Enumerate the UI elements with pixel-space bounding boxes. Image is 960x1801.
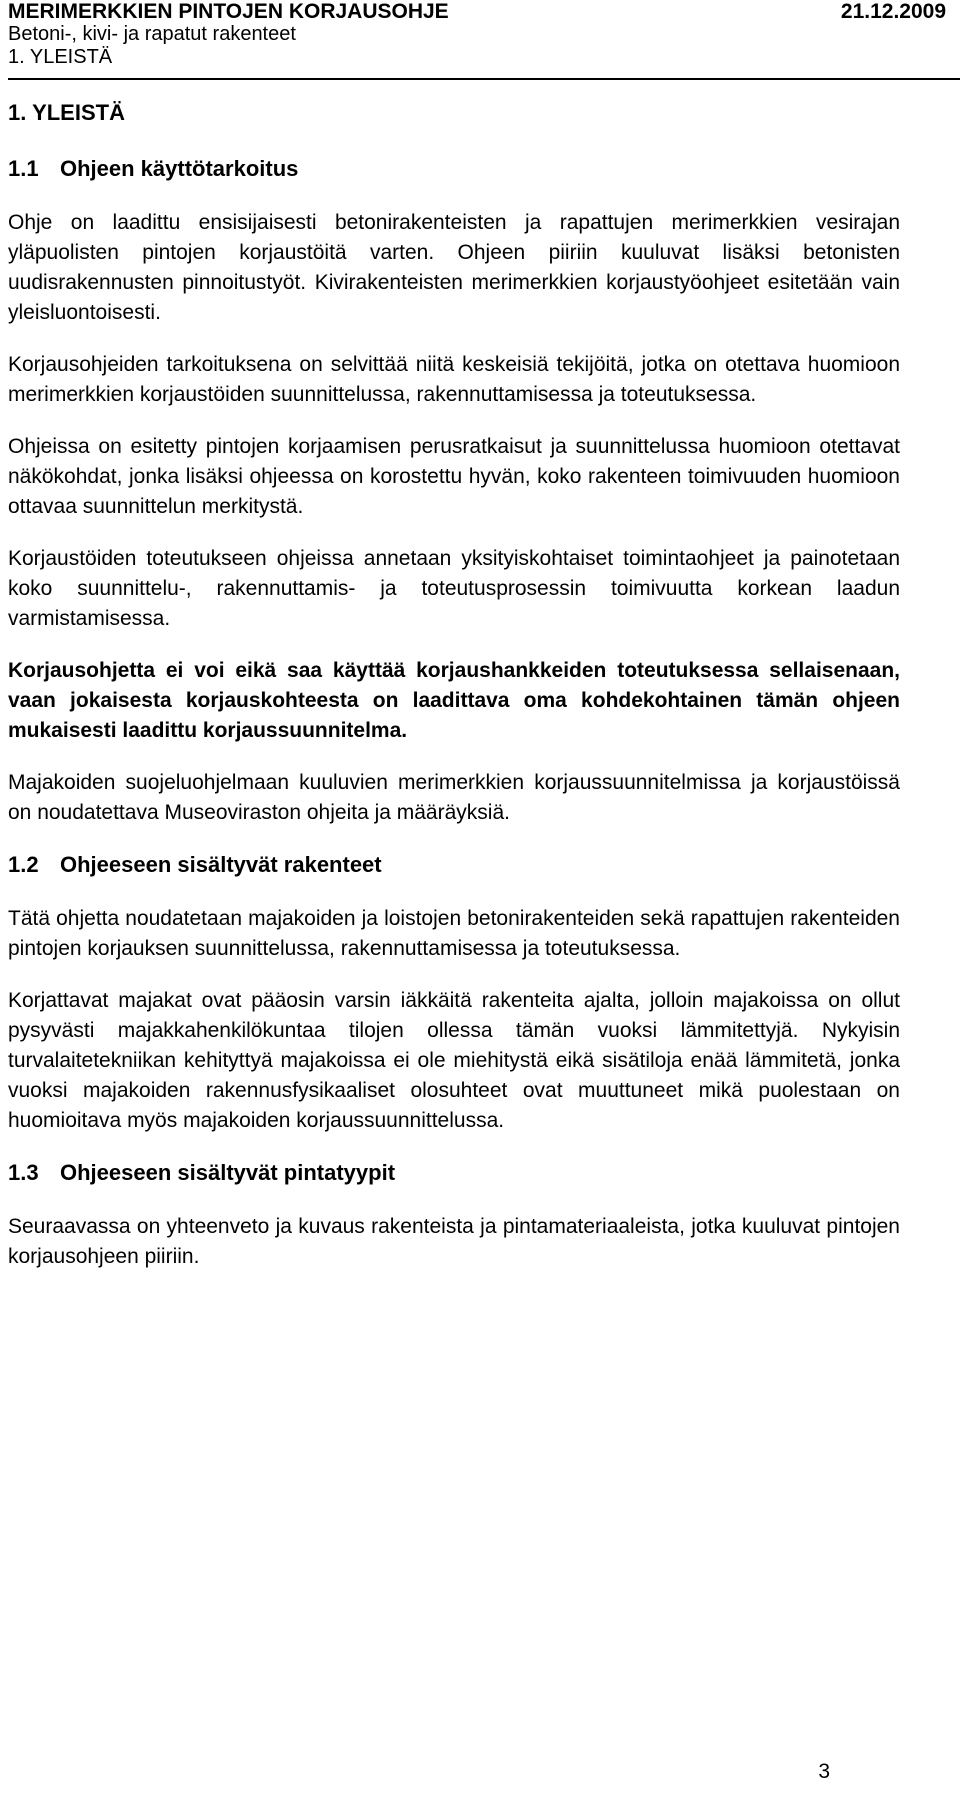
paragraph: Korjattavat majakat ovat pääosin varsin iäkkäitä rakenteita ajalta, jolloin majakoissa on ollut pysyvästi majakkahenkilökuntaa tilojen ollessa tämän vuoksi lämmitettyjä. Nykyisin turvalaitetekniikan kehityttyä majakoissa ei ole miehitystä eikä sisätiloja enää lämmitetä, jonka vuoksi majakoiden rakennusfysikaaliset olosuhteet ovat muuttuneet mikä puolestaan on huomioitava myös majakoiden korjaussuunnittelussa.	[8, 989, 900, 1132]
page-header	[8, 0, 946, 69]
paragraph: Korjaustöiden toteutukseen ohjeissa annetaan yksityiskohtaiset toimintaohjeet ja painotetaan koko suunnittelu-, rakennuttamis- ja toteutusprosessin toimivuutta korkean laadun varmistamisessa.	[8, 547, 900, 630]
paragraph: Korjausohjeiden tarkoituksena on selvittää niitä keskeisiä tekijöitä, jotka on otettava huomioon merimerkkien korjaustöiden suunnittelussa, rakennuttamisessa ja toteutuksessa.	[8, 353, 900, 406]
page-number: 3	[818, 1760, 830, 1783]
page-content	[8, 98, 900, 1294]
section-number: 1.1	[8, 156, 39, 181]
section-heading-1-3	[8, 1158, 900, 1188]
section-title: Ohjeeseen sisältyvät pintatyypit	[60, 1160, 396, 1185]
chapter-heading: 1. YLEISTÄ	[8, 100, 125, 125]
paragraph: Majakoiden suojeluohjelmaan kuuluvien merimerkkien korjaussuunnitelmissa ja korjaustöissä on noudatettava Museoviraston ohjeita ja määräyksiä.	[8, 771, 900, 824]
section-heading-1-1	[8, 154, 900, 184]
document-date: 21.12.2009	[840, 0, 946, 23]
header-row	[8, 0, 946, 23]
document-subtitle: Betoni-, kivi- ja rapatut rakenteet	[8, 23, 296, 45]
section-title: Ohjeen käyttötarkoitus	[60, 156, 299, 181]
section-heading-1-2	[8, 850, 900, 880]
paragraph: Tätä ohjetta noudatetaan majakoiden ja loistojen betonirakenteiden sekä rapattujen rakenteiden pintojen korjauksen suunnittelussa, rakennuttamisessa ja toteutuksessa.	[8, 907, 900, 960]
header-chapter: 1. YLEISTÄ	[8, 46, 113, 68]
section-number: 1.2	[8, 852, 39, 877]
section-title: Ohjeeseen sisältyvät rakenteet	[60, 852, 382, 877]
header-divider	[8, 78, 960, 80]
document-title: MERIMERKKIEN PINTOJEN KORJAUSOHJE	[8, 0, 449, 23]
bold-paragraph: Korjausohjetta ei voi eikä saa käyttää korjaushankkeiden toteutuksessa sellaisenaan, vaan jokaisesta korjauskohteesta on laadittava oma kohdekohtainen tämän ohjeen mukaisesti laadittu korjaussuunnitelma.	[8, 659, 900, 742]
paragraph: Ohje on laadittu ensisijaisesti betonirakenteisten ja rapattujen merimerkkien vesirajan yläpuolisten pintojen korjaustöitä varten. Ohjeen piiriin kuuluvat lisäksi betonisten uudisrakennusten pinnoitustyöt. Kivirakenteisten merimerkkien korjaustyöohjeet esitetään vain yleisluontoisesti.	[8, 211, 900, 324]
section-number: 1.3	[8, 1160, 39, 1185]
paragraph: Seuraavassa on yhteenveto ja kuvaus rakenteista ja pintamateriaaleista, jotka kuuluvat pintojen korjausohjeen piiriin.	[8, 1215, 900, 1268]
paragraph: Ohjeissa on esitetty pintojen korjaamisen perusratkaisut ja suunnittelussa huomioon otettavat näkökohdat, jonka lisäksi ohjeessa on korostettu hyvän, koko rakenteen toimivuuden huomioon ottavaa suunnittelun merkitystä.	[8, 435, 900, 518]
